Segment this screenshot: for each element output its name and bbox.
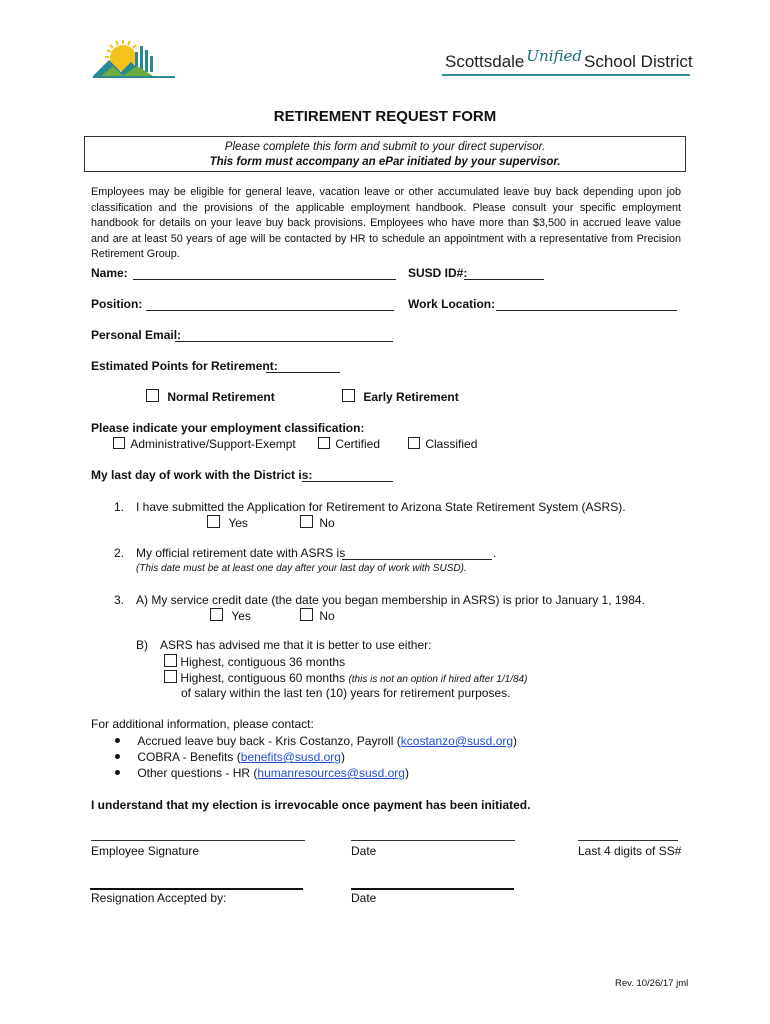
q1-no-checkbox[interactable] (300, 515, 313, 528)
personal-email-field[interactable] (175, 330, 393, 342)
work-location-label: Work Location: (408, 297, 496, 311)
q2-period: . (493, 546, 497, 560)
q3a-text: A) My service credit date (the date you began membership in ASRS) is prior to January 1, 1984. (136, 593, 645, 607)
q3a-no-label: No (319, 609, 335, 623)
class-admin-option[interactable] (113, 437, 296, 451)
instruction-box (84, 136, 686, 172)
contact-item (115, 734, 517, 748)
class-classified-checkbox[interactable] (408, 437, 420, 449)
q1-number: 1. (114, 500, 125, 514)
ssn-label: Last 4 digits of SS# (578, 844, 682, 858)
last-day-field[interactable] (302, 470, 393, 482)
contact-email-link[interactable]: kcostanzo@susd.org (400, 734, 514, 748)
susd-id-label: SUSD ID#: (408, 266, 468, 280)
contact-email-link[interactable]: benefits@susd.org (240, 750, 341, 764)
class-certified-label: Certified (335, 437, 381, 451)
estimated-points-label: Estimated Points for Retirement: (91, 359, 278, 373)
date2-label: Date (351, 891, 377, 905)
class-classified-option[interactable] (408, 437, 477, 451)
opt-36-checkbox[interactable] (164, 654, 177, 667)
class-certified-checkbox[interactable] (318, 437, 330, 449)
intro-paragraph: Employees may be eligible for general leave, vacation leave or other accumulated leave buy back depending upon job classification and the provisions of the applicable employment handbook. Please consult your specific employment handbook for details on your leave buy back provisions. Employees who have more than $3,500 in accrued leave value and are at least 50 years of age will be contacted by HR to schedule an appointment with a representative from Precision Retirement Group. (91, 186, 681, 261)
q3a-no-checkbox[interactable] (300, 608, 313, 621)
class-classified-label: Classified (425, 437, 478, 451)
class-certified-option[interactable] (318, 437, 380, 451)
normal-retirement-checkbox[interactable] (146, 389, 159, 402)
q1-text: I have submitted the Application for Retirement to Arizona State Retirement System (ASRS). (136, 500, 626, 514)
date-label: Date (351, 844, 377, 858)
q2-text: My official retirement date with ASRS is (136, 546, 346, 560)
q3a-yes-label: Yes (231, 609, 251, 623)
date2-line[interactable] (351, 888, 514, 890)
opt-60-option[interactable] (164, 670, 527, 685)
contacts-heading: For additional information, please contact: (91, 717, 314, 731)
bullet-icon (115, 754, 120, 759)
employee-signature-label: Employee Signature (91, 844, 200, 858)
instruction-line: Please complete this form and submit to your direct supervisor. (224, 141, 546, 153)
contact-text: Other questions - HR ( (137, 766, 258, 780)
last-day-label: My last day of work with the District is: (91, 468, 313, 482)
contact-text: ) (404, 766, 409, 780)
q2-note: (This date must be at least one day after your last day of work with SUSD). (136, 563, 467, 574)
q3a-no-option[interactable] (300, 608, 335, 623)
class-admin-label: Administrative/Support-Exempt (130, 437, 296, 451)
asrs-date-field[interactable] (342, 547, 492, 560)
q1-yes-option[interactable] (207, 515, 248, 530)
instruction-line-bold: This form must accompany an ePar initiated by your supervisor. (209, 156, 561, 168)
date-line[interactable] (351, 840, 515, 841)
work-location-field[interactable] (496, 299, 677, 311)
q3b-text: ASRS has advised me that it is better to use either: (160, 638, 432, 652)
q3b-label: B) (136, 638, 148, 652)
susd-id-field[interactable] (464, 268, 544, 280)
district-name-part: School District (583, 52, 693, 71)
q1-yes-label: Yes (228, 516, 248, 530)
estimated-points-field[interactable] (266, 361, 340, 373)
district-logo (93, 38, 175, 80)
opt-60-checkbox[interactable] (164, 670, 177, 683)
resignation-accepted-label: Resignation Accepted by: (91, 891, 227, 905)
q2-number: 2. (114, 546, 125, 560)
class-admin-checkbox[interactable] (113, 437, 125, 449)
acknowledgement: I understand that my election is irrevocable once payment has been initiated. (91, 798, 531, 812)
header-rule (442, 74, 690, 76)
opt-60-label: Highest, contiguous 60 months (180, 671, 346, 685)
early-retirement-checkbox[interactable] (342, 389, 355, 402)
q3a-yes-option[interactable] (210, 608, 251, 623)
opt-36-label: Highest, contiguous 36 months (180, 655, 346, 669)
employee-signature-line[interactable] (91, 840, 305, 841)
contact-item (115, 766, 409, 780)
early-retirement-option[interactable] (342, 389, 459, 404)
salary-text: of salary within the last ten (10) years for retirement purposes. (181, 686, 511, 700)
contact-email-link[interactable]: humanresources@susd.org (257, 766, 405, 780)
q1-no-option[interactable] (300, 515, 335, 530)
q1-yes-checkbox[interactable] (207, 515, 220, 528)
ssn-line[interactable] (578, 840, 678, 841)
form-title: RETIREMENT REQUEST FORM (273, 108, 497, 125)
opt-60-note: (this is not an option if hired after 1/1/84) (348, 674, 528, 685)
district-name-script: Unified (526, 47, 582, 65)
district-name-part: Scottsdale (445, 52, 525, 71)
bullet-icon (115, 738, 120, 743)
early-retirement-label: Early Retirement (363, 390, 459, 404)
name-field[interactable] (133, 268, 396, 280)
q1-no-label: No (319, 516, 335, 530)
normal-retirement-label: Normal Retirement (167, 390, 275, 404)
contact-text: ) (513, 734, 518, 748)
bullet-icon (115, 770, 120, 775)
q3-number: 3. (114, 593, 125, 607)
contact-text: ) (340, 750, 345, 764)
normal-retirement-option[interactable] (146, 389, 275, 404)
revision-note: Rev. 10/26/17 jml (615, 978, 689, 989)
position-field[interactable] (146, 299, 394, 311)
contact-item (115, 750, 345, 764)
classification-label: Please indicate your employment classification: (91, 421, 365, 435)
personal-email-label: Personal Email: (91, 328, 182, 342)
contact-text: COBRA - Benefits ( (137, 750, 241, 764)
opt-36-option[interactable] (164, 654, 345, 669)
name-label: Name: (91, 266, 128, 280)
q3a-yes-checkbox[interactable] (210, 608, 223, 621)
resignation-accepted-line[interactable] (90, 888, 303, 890)
position-label: Position: (91, 297, 143, 311)
district-name (445, 47, 693, 72)
contact-text: Accrued leave buy back - Kris Costanzo, Payroll ( (137, 734, 401, 748)
